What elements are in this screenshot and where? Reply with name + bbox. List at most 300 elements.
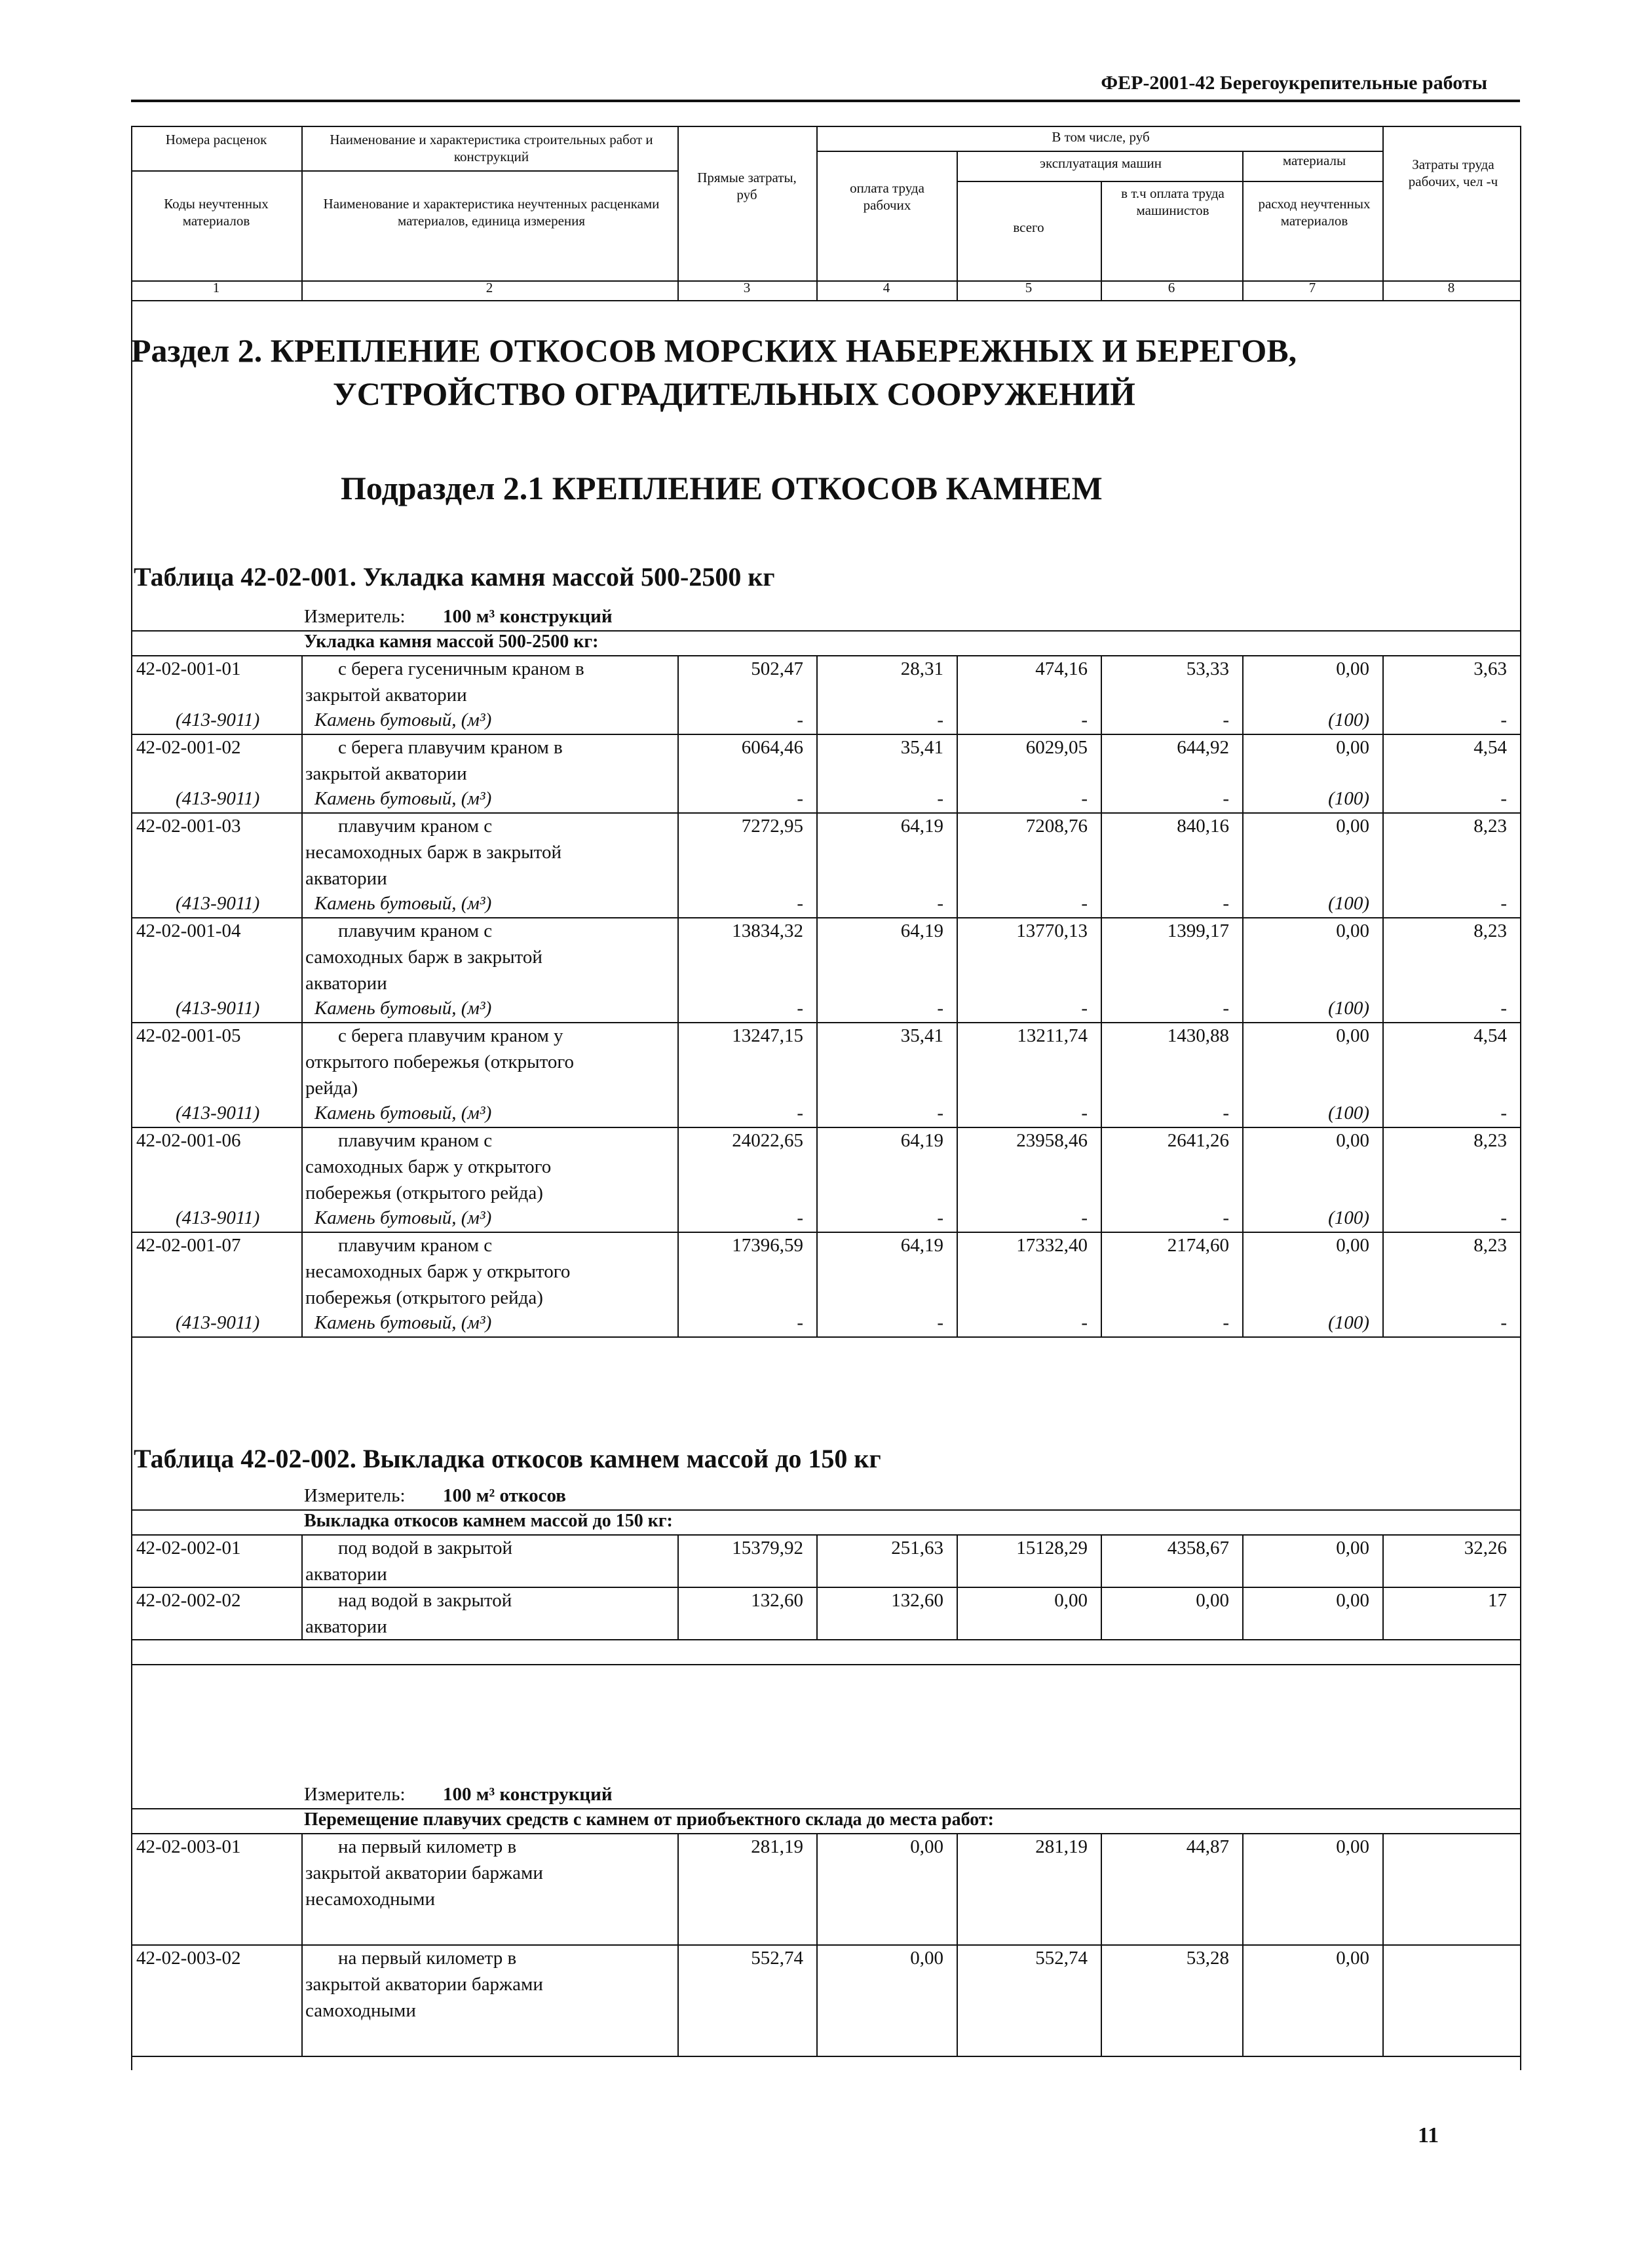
frame-right-line	[1520, 1703, 1521, 2070]
empty-dash: -	[797, 710, 803, 731]
rate-code: 42-02-001-04	[136, 921, 241, 942]
empty-dash: -	[937, 1313, 943, 1334]
header-labor-cost: Затраты труда рабочих, чел -ч	[1408, 159, 1498, 191]
material-name: Камень бутовый, (м³)	[314, 1103, 492, 1124]
header-direct-costs: Прямые затраты, руб	[697, 172, 797, 204]
empty-dash: -	[937, 789, 943, 810]
table-column-line	[1382, 1022, 1384, 1127]
table-column-line	[677, 1127, 679, 1232]
table-column-line	[301, 1534, 303, 1587]
empty-dash: -	[1223, 710, 1229, 731]
header-column-line	[677, 126, 679, 300]
material-name: Камень бутовый, (м³)	[314, 894, 492, 915]
work-description: плавучим краном с	[338, 816, 493, 837]
material-name: Камень бутовый, (м³)	[314, 1208, 492, 1229]
machinists-pay-value: 840,16	[1177, 816, 1229, 837]
table-column-line	[301, 1127, 303, 1232]
material-code: (413-9011)	[176, 1208, 260, 1229]
table-column-line	[1101, 734, 1102, 812]
materials-value: 0,00	[1336, 1948, 1369, 1969]
header-numbers-line	[131, 300, 1520, 301]
table-column-line	[816, 734, 818, 812]
direct-costs-value: 17396,59	[732, 1236, 803, 1257]
measure-value: 100 м³ конструкций	[443, 1785, 613, 1805]
material-code: (413-9011)	[176, 894, 260, 915]
empty-dash: -	[1081, 1103, 1088, 1124]
machines-total-value: 17332,40	[1016, 1236, 1088, 1257]
header-column-line	[1520, 126, 1521, 300]
empty-dash: -	[797, 894, 803, 915]
empty-dash: -	[1500, 998, 1507, 1019]
work-description: плавучим краном с	[338, 921, 493, 942]
labor-cost-value: 8,23	[1473, 1131, 1507, 1152]
direct-costs-value: 281,19	[751, 1837, 803, 1858]
machines-total-value: 23958,46	[1016, 1131, 1088, 1152]
work-description: плавучим краном с	[338, 1131, 493, 1152]
table-column-line	[301, 1833, 303, 1944]
labor-pay-value: 64,19	[900, 921, 943, 942]
header-machines-total: всего	[1013, 221, 1044, 236]
table-column-line	[957, 1587, 958, 1639]
table-column-line	[1101, 1232, 1102, 1336]
measure-label: Измеритель:	[304, 1486, 406, 1507]
empty-dash: -	[1081, 1208, 1088, 1229]
empty-dash: -	[937, 1103, 943, 1124]
table-column-line	[816, 1232, 818, 1336]
table-title: Таблица 42-02-002. Выкладка откосов камнем массой до 150 кг	[134, 1445, 881, 1474]
header-col-number: 2	[485, 282, 493, 296]
empty-dash: -	[937, 998, 943, 1019]
rate-code: 42-02-001-07	[136, 1236, 241, 1257]
frame-left-line	[131, 300, 132, 1664]
table-end-line	[131, 1664, 1520, 1665]
rate-code: 42-02-001-06	[136, 1131, 241, 1152]
header-col-number: 1	[212, 282, 220, 296]
material-name: Камень бутовый, (м³)	[314, 789, 492, 810]
rate-code: 42-02-002-02	[136, 1591, 241, 1612]
table-column-line	[677, 734, 679, 812]
machines-total-value: 13211,74	[1017, 1026, 1088, 1047]
machinists-pay-value: 53,28	[1186, 1948, 1229, 1969]
direct-costs-value: 13247,15	[732, 1026, 803, 1047]
table-column-line	[1382, 1833, 1384, 1944]
machines-total-value: 552,74	[1035, 1948, 1088, 1969]
machinists-pay-value: 644,92	[1177, 738, 1229, 759]
table-column-line	[1242, 1127, 1244, 1232]
table-column-line	[1382, 1587, 1384, 1639]
header-col1-bottom: Коды неучтенных материалов	[164, 198, 269, 230]
material-code: (413-9011)	[176, 1313, 260, 1334]
table-column-line	[1382, 917, 1384, 1022]
work-description: несамоходных барж у открытого	[305, 1262, 571, 1283]
material-consumption-value: (100)	[1328, 1103, 1369, 1124]
machinists-pay-value: 44,87	[1186, 1837, 1229, 1858]
table-column-line	[1242, 1534, 1244, 1587]
header-machines-line	[957, 181, 1382, 182]
measure-label: Измеритель:	[304, 607, 406, 628]
work-description: акватории	[305, 1564, 387, 1585]
header-column-line	[957, 151, 958, 300]
labor-pay-value: 0,00	[910, 1837, 943, 1858]
work-description: на первый километр в	[338, 1837, 517, 1858]
header-col2-top: Наименование и характеристика строительных работ и конструкций	[330, 134, 653, 166]
empty-dash: -	[1223, 998, 1229, 1019]
header-col-number: 6	[1168, 282, 1175, 296]
work-description: рейда)	[305, 1078, 358, 1099]
frame-left-line	[131, 1703, 132, 1834]
measure-label: Измеритель:	[304, 1785, 406, 1805]
header-column-line	[1101, 280, 1102, 300]
group-heading: Выкладка откосов камнем массой до 150 кг:	[304, 1512, 673, 1532]
empty-dash: -	[1500, 1313, 1507, 1334]
machines-total-value: 7208,76	[1025, 816, 1088, 837]
table-column-line	[816, 917, 818, 1022]
machinists-pay-value: 1430,88	[1167, 1026, 1229, 1047]
labor-pay-value: 132,60	[891, 1591, 943, 1612]
header-including: В том числе, руб	[1052, 131, 1150, 145]
table-column-line	[957, 1022, 958, 1127]
empty-dash: -	[797, 789, 803, 810]
header-machines: эксплуатация машин	[1040, 157, 1162, 172]
running-head-rule	[131, 100, 1520, 102]
direct-costs-value: 7272,95	[741, 816, 803, 837]
table-column-line	[1382, 1232, 1384, 1336]
table-column-line	[957, 812, 958, 917]
table-column-line	[1242, 1022, 1244, 1127]
labor-pay-value: 28,31	[900, 659, 943, 680]
table-column-line	[1382, 655, 1384, 734]
empty-dash: -	[1081, 710, 1088, 731]
header-materials: материалы	[1282, 155, 1346, 169]
table-column-line	[1242, 1587, 1244, 1639]
frame-right-line	[1520, 300, 1521, 1664]
table-column-line	[816, 812, 818, 917]
table-column-line	[1101, 1127, 1102, 1232]
table-column-line	[816, 1944, 818, 2056]
empty-dash: -	[1223, 1313, 1229, 1334]
table-column-line	[677, 1022, 679, 1127]
work-description: акватории	[305, 973, 387, 994]
machines-total-value: 281,19	[1035, 1837, 1088, 1858]
table-column-line	[1101, 1022, 1102, 1127]
subsection-title: Подраздел 2.1 КРЕПЛЕНИЕ ОТКОСОВ КАМНЕМ	[341, 472, 1103, 507]
work-description: с берега плавучим краном в	[338, 738, 563, 759]
rate-code: 42-02-001-02	[136, 738, 241, 759]
work-description: на первый километр в	[338, 1948, 517, 1969]
machines-total-value: 15128,29	[1016, 1538, 1088, 1559]
rate-code: 42-02-002-01	[136, 1538, 241, 1559]
rate-code: 42-02-003-02	[136, 1948, 241, 1969]
table-column-line	[1101, 1944, 1102, 2056]
work-description: самоходных барж у открытого	[305, 1157, 552, 1178]
labor-pay-value: 35,41	[900, 1026, 943, 1047]
table-column-line	[677, 655, 679, 734]
material-consumption-value: (100)	[1328, 894, 1369, 915]
table-column-line	[677, 917, 679, 1022]
table-column-line	[957, 917, 958, 1022]
empty-dash: -	[1500, 789, 1507, 810]
table-column-line	[957, 1944, 958, 2056]
table-column-line	[301, 812, 303, 917]
machines-total-value: 13770,13	[1016, 921, 1088, 942]
materials-value: 0,00	[1336, 1026, 1369, 1047]
labor-pay-value: 64,19	[900, 1236, 943, 1257]
material-consumption-value: (100)	[1328, 710, 1369, 731]
machines-total-value: 0,00	[1054, 1591, 1088, 1612]
material-name: Камень бутовый, (м³)	[314, 710, 492, 731]
table-column-line	[816, 1534, 818, 1587]
empty-dash: -	[1081, 789, 1088, 810]
machinists-pay-value: 0,00	[1196, 1591, 1229, 1612]
table-column-line	[1382, 734, 1384, 812]
table-column-line	[677, 812, 679, 917]
table-column-line	[957, 655, 958, 734]
empty-dash: -	[937, 894, 943, 915]
work-description: с берега гусеничным краном в	[338, 659, 584, 680]
table-column-line	[301, 655, 303, 734]
empty-dash: -	[797, 998, 803, 1019]
table-column-line	[1242, 1232, 1244, 1336]
materials-value: 0,00	[1336, 1591, 1369, 1612]
work-description: самоходных барж в закрытой	[305, 947, 542, 968]
frame-left-line	[131, 1664, 132, 1703]
table-column-line	[1242, 1833, 1244, 1944]
header-col2-bottom: Наименование и характеристика неучтенных расценками материалов, единица измерения	[323, 198, 660, 230]
measure-rule	[131, 1509, 1520, 1511]
direct-costs-value: 24022,65	[732, 1131, 803, 1152]
table-column-line	[301, 917, 303, 1022]
table-row-line	[131, 1639, 1520, 1640]
table-column-line	[1101, 1587, 1102, 1639]
empty-dash: -	[937, 710, 943, 731]
header-col-number: 8	[1447, 282, 1455, 296]
header-col-number: 3	[743, 282, 751, 296]
table-column-line	[816, 1833, 818, 1944]
header-col-number: 4	[883, 282, 890, 296]
table-column-line	[1242, 917, 1244, 1022]
table-column-line	[301, 1587, 303, 1639]
material-code: (413-9011)	[176, 1103, 260, 1124]
direct-costs-value: 15379,92	[732, 1538, 803, 1559]
materials-value: 0,00	[1336, 738, 1369, 759]
materials-value: 0,00	[1336, 659, 1369, 680]
materials-value: 0,00	[1336, 921, 1369, 942]
table-column-line	[816, 1587, 818, 1639]
material-consumption-value: (100)	[1328, 998, 1369, 1019]
table-column-line	[301, 1944, 303, 2056]
empty-dash: -	[797, 1313, 803, 1334]
machinists-pay-value: 1399,17	[1167, 921, 1229, 942]
work-description: акватории	[305, 1617, 387, 1638]
table-column-line	[1242, 1944, 1244, 2056]
material-consumption-value: (100)	[1328, 789, 1369, 810]
table-column-line	[301, 1232, 303, 1336]
empty-dash: -	[1223, 789, 1229, 810]
table-column-line	[301, 1022, 303, 1127]
materials-value: 0,00	[1336, 1236, 1369, 1257]
header-machinists-pay: в т.ч оплата труда машинистов	[1121, 187, 1225, 219]
table-column-line	[1242, 812, 1244, 917]
group-heading: Перемещение плавучих средств с камнем от приобъектного склада до места работ:	[304, 1811, 994, 1830]
machinists-pay-value: 2641,26	[1167, 1131, 1229, 1152]
table-column-line	[816, 655, 818, 734]
measure-value: 100 м² откосов	[443, 1486, 566, 1507]
header-column-line	[957, 280, 958, 300]
work-description: открытого побережья (открытого	[305, 1052, 575, 1073]
empty-dash: -	[1500, 894, 1507, 915]
empty-dash: -	[1500, 710, 1507, 731]
direct-costs-value: 132,60	[751, 1591, 803, 1612]
table-column-line	[1382, 1534, 1384, 1587]
group-heading: Укладка камня массой 500-2500 кг:	[304, 633, 599, 652]
table-column-line	[1101, 655, 1102, 734]
table-title: Таблица 42-02-001. Укладка камня массой 500-2500 кг	[134, 563, 775, 592]
table-column-line	[677, 1833, 679, 1944]
work-description: закрытой акватории баржами	[305, 1863, 543, 1884]
table-column-line	[1382, 1127, 1384, 1232]
empty-dash: -	[1081, 894, 1088, 915]
table-column-line	[1242, 734, 1244, 812]
empty-dash: -	[1223, 894, 1229, 915]
table-column-line	[1382, 1944, 1384, 2056]
work-description: закрытой акватории баржами	[305, 1975, 543, 1995]
work-description: с берега плавучим краном у	[338, 1026, 563, 1047]
empty-dash: -	[1081, 998, 1088, 1019]
table-column-line	[1382, 812, 1384, 917]
section-title: Раздел 2. КРЕПЛЕНИЕ ОТКОСОВ МОРСКИХ НАБЕРЕЖНЫХ И БЕРЕГОВ,	[131, 334, 1297, 369]
work-description: плавучим краном с	[338, 1236, 493, 1257]
empty-dash: -	[1081, 1313, 1088, 1334]
empty-dash: -	[797, 1208, 803, 1229]
work-description: побережья (открытого рейда)	[305, 1288, 543, 1309]
labor-pay-value: 251,63	[891, 1538, 943, 1559]
table-row-line	[131, 2056, 1520, 2057]
work-description: несамоходных барж в закрытой	[305, 842, 561, 863]
empty-dash: -	[1500, 1208, 1507, 1229]
header-column-line	[131, 126, 132, 300]
table-column-line	[957, 734, 958, 812]
labor-cost-value: 8,23	[1473, 816, 1507, 837]
section-title-cont: УСТРОЙСТВО ОГРАДИТЕЛЬНЫХ СООРУЖЕНИЙ	[333, 377, 1135, 413]
materials-value: 0,00	[1336, 1837, 1369, 1858]
direct-costs-value: 502,47	[751, 659, 803, 680]
table-column-line	[816, 1022, 818, 1127]
rate-code: 42-02-001-01	[136, 659, 241, 680]
table-column-line	[1101, 1833, 1102, 1944]
empty-dash: -	[1223, 1103, 1229, 1124]
page-number: 11	[1418, 2123, 1439, 2147]
labor-cost-value: 8,23	[1473, 1236, 1507, 1257]
empty-dash: -	[797, 1103, 803, 1124]
table-column-line	[957, 1833, 958, 1944]
rate-code: 42-02-001-05	[136, 1026, 241, 1047]
labor-pay-value: 64,19	[900, 816, 943, 837]
header-col1-top: Номера расценок	[165, 134, 267, 148]
header-column-line	[816, 126, 818, 300]
empty-dash: -	[937, 1208, 943, 1229]
header-column-line	[1242, 280, 1244, 300]
direct-costs-value: 6064,46	[741, 738, 803, 759]
header-material-consumption: расход неучтенных материалов	[1258, 198, 1371, 230]
work-description: под водой в закрытой	[338, 1538, 513, 1559]
labor-cost-value: 4,54	[1473, 1026, 1507, 1047]
table-column-line	[1242, 655, 1244, 734]
table-column-line	[816, 1127, 818, 1232]
material-name: Камень бутовый, (м³)	[314, 998, 492, 1019]
header-split-line	[131, 170, 677, 172]
empty-dash: -	[1223, 1208, 1229, 1229]
machines-total-value: 6029,05	[1025, 738, 1088, 759]
table-column-line	[957, 1127, 958, 1232]
work-description: над водой в закрытой	[338, 1591, 512, 1612]
header-column-line	[1382, 126, 1384, 300]
labor-pay-value: 35,41	[900, 738, 943, 759]
material-code: (413-9011)	[176, 998, 260, 1019]
frame-right-line	[1520, 1664, 1521, 1703]
table-row-line	[131, 1336, 1520, 1338]
table-column-line	[957, 1232, 958, 1336]
material-code: (413-9011)	[176, 710, 260, 731]
table-column-line	[301, 734, 303, 812]
work-description: побережья (открытого рейда)	[305, 1183, 543, 1204]
machines-total-value: 474,16	[1035, 659, 1088, 680]
material-consumption-value: (100)	[1328, 1313, 1369, 1334]
table-column-line	[957, 1534, 958, 1587]
labor-pay-value: 64,19	[900, 1131, 943, 1152]
table-column-line	[1101, 812, 1102, 917]
materials-value: 0,00	[1336, 1538, 1369, 1559]
table-column-line	[677, 1587, 679, 1639]
header-labor-pay: оплата труда рабочих	[850, 182, 924, 214]
direct-costs-value: 13834,32	[732, 921, 803, 942]
rate-code: 42-02-001-03	[136, 816, 241, 837]
table-column-line	[1101, 917, 1102, 1022]
measure-rule	[131, 1808, 1520, 1809]
labor-cost-value: 32,26	[1464, 1538, 1507, 1559]
materials-value: 0,00	[1336, 1131, 1369, 1152]
empty-dash: -	[1500, 1103, 1507, 1124]
table-column-line	[1101, 1534, 1102, 1587]
labor-cost-value: 17	[1488, 1591, 1507, 1612]
frame-left-line	[131, 1834, 132, 2070]
machinists-pay-value: 2174,60	[1167, 1236, 1229, 1257]
labor-cost-value: 4,54	[1473, 738, 1507, 759]
header-col-number: 5	[1025, 282, 1033, 296]
measure-value: 100 м³ конструкций	[443, 607, 613, 628]
table-column-line	[677, 1534, 679, 1587]
table-column-line	[677, 1232, 679, 1336]
work-description: самоходными	[305, 2001, 416, 2022]
running-head: ФЕР-2001-42 Берегоукрепительные работы	[1101, 73, 1487, 94]
machinists-pay-value: 53,33	[1186, 659, 1229, 680]
materials-value: 0,00	[1336, 816, 1369, 837]
material-consumption-value: (100)	[1328, 1208, 1369, 1229]
work-description: несамоходными	[305, 1889, 436, 1910]
labor-pay-value: 0,00	[910, 1948, 943, 1969]
work-description: акватории	[305, 869, 387, 890]
work-description: закрытой акватории	[305, 764, 467, 785]
direct-costs-value: 552,74	[751, 1948, 803, 1969]
header-top-line	[131, 126, 1520, 127]
rate-code: 42-02-003-01	[136, 1837, 241, 1858]
header-incl-line	[816, 151, 1382, 152]
material-name: Камень бутовый, (м³)	[314, 1313, 492, 1334]
machinists-pay-value: 4358,67	[1167, 1538, 1229, 1559]
labor-cost-value: 8,23	[1473, 921, 1507, 942]
header-col-number: 7	[1308, 282, 1316, 296]
material-code: (413-9011)	[176, 789, 260, 810]
measure-rule	[131, 630, 1520, 632]
